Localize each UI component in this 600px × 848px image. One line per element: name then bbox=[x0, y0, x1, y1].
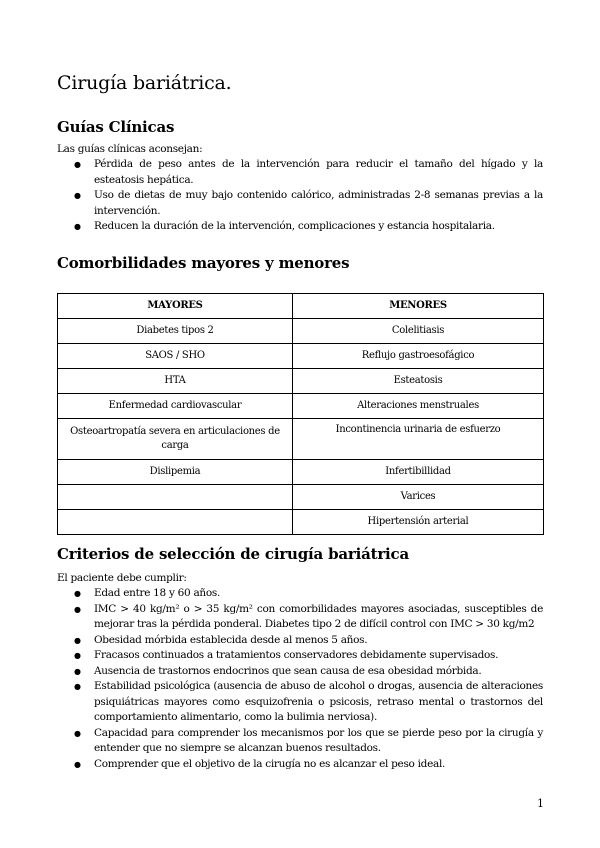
page-number: 1 bbox=[537, 797, 544, 810]
table-cell: Infertibillidad bbox=[293, 460, 544, 485]
list-item: ● Pérdida de peso antes de la intervención para reducir el tamaño del hígado y la esteatosis hepática. bbox=[57, 157, 543, 188]
table-row bbox=[58, 460, 544, 485]
page-title: Cirugía bariátrica. bbox=[57, 72, 232, 94]
column-header-menores: MENORES bbox=[293, 294, 544, 319]
list-item: ● Ausencia de trastornos endocrinos que sean causa de esa obesidad mórbida. bbox=[57, 664, 543, 680]
criterios-list bbox=[57, 586, 543, 772]
table-row bbox=[58, 369, 544, 394]
table-cell: Esteatosis bbox=[293, 369, 544, 394]
guias-list bbox=[57, 157, 543, 235]
table-cell bbox=[58, 485, 293, 510]
list-item: ● Uso de dietas de muy bajo contenido calórico, administradas 2-8 semanas previas a la intervención. bbox=[57, 188, 543, 219]
table-cell: Dislipemia bbox=[58, 460, 293, 485]
list-item: ● Reducen la duración de la intervención, complicaciones y estancia hospitalaria. bbox=[57, 219, 543, 235]
table-header-row bbox=[58, 294, 544, 319]
guias-heading: Guías Clínicas bbox=[57, 118, 175, 136]
table-cell: Reflujo gastroesofágico bbox=[293, 344, 544, 369]
table-cell: Incontinencia urinaria de esfuerzo bbox=[293, 419, 544, 460]
table-row bbox=[58, 394, 544, 419]
list-item: ● Fracasos continuados a tratamientos conservadores debidamente supervisados. bbox=[57, 648, 543, 664]
table-row bbox=[58, 319, 544, 344]
table-cell: HTA bbox=[58, 369, 293, 394]
list-item: ● Edad entre 18 y 60 años. bbox=[57, 586, 543, 602]
table-cell: Osteoartropatía severa en articulaciones de carga bbox=[58, 419, 293, 460]
table-cell: Varices bbox=[293, 485, 544, 510]
table-cell bbox=[58, 510, 293, 535]
table-row bbox=[58, 344, 544, 369]
list-item: ● Capacidad para comprender los mecanismos por los que se pierde peso por la cirugía y entender que no siempre se alcanzan buenos resultados. bbox=[57, 726, 543, 757]
table-row bbox=[58, 510, 544, 535]
table-cell: Hipertensión arterial bbox=[293, 510, 544, 535]
list-item: ● IMC > 40 kg/m² o > 35 kg/m² con comorbilidades mayores asociadas, susceptibles de mejorar tras la pérdida ponderal. Diabetes tipo 2 de difícil control con IMC > 30 kg/m2 bbox=[57, 602, 543, 633]
table-row bbox=[58, 419, 544, 460]
table-cell: Colelitiasis bbox=[293, 319, 544, 344]
comorbidities-table bbox=[57, 293, 544, 535]
guias-intro: Las guías clínicas aconsejan: bbox=[57, 143, 203, 155]
table-cell: SAOS / SHO bbox=[58, 344, 293, 369]
criterios-intro: El paciente debe cumplir: bbox=[57, 572, 187, 584]
table-cell: Alteraciones menstruales bbox=[293, 394, 544, 419]
comorbilidades-heading: Comorbilidades mayores y menores bbox=[57, 254, 350, 272]
table-row bbox=[58, 485, 544, 510]
column-header-mayores: MAYORES bbox=[58, 294, 293, 319]
criterios-heading: Criterios de selección de cirugía bariátrica bbox=[57, 545, 409, 563]
list-item: ● Estabilidad psicológica (ausencia de abuso de alcohol o drogas, ausencia de alteraciones psiquiátricas mayores como esquizofrenia o psicosis, retraso mental o trastornos del comportamiento alimentario, como la bulimia nerviosa). bbox=[57, 679, 543, 726]
list-item: ● Obesidad mórbida establecida desde al menos 5 años. bbox=[57, 633, 543, 649]
list-item: ● Comprender que el objetivo de la cirugía no es alcanzar el peso ideal. bbox=[57, 757, 543, 773]
table-cell: Diabetes tipos 2 bbox=[58, 319, 293, 344]
table-cell: Enfermedad cardiovascular bbox=[58, 394, 293, 419]
